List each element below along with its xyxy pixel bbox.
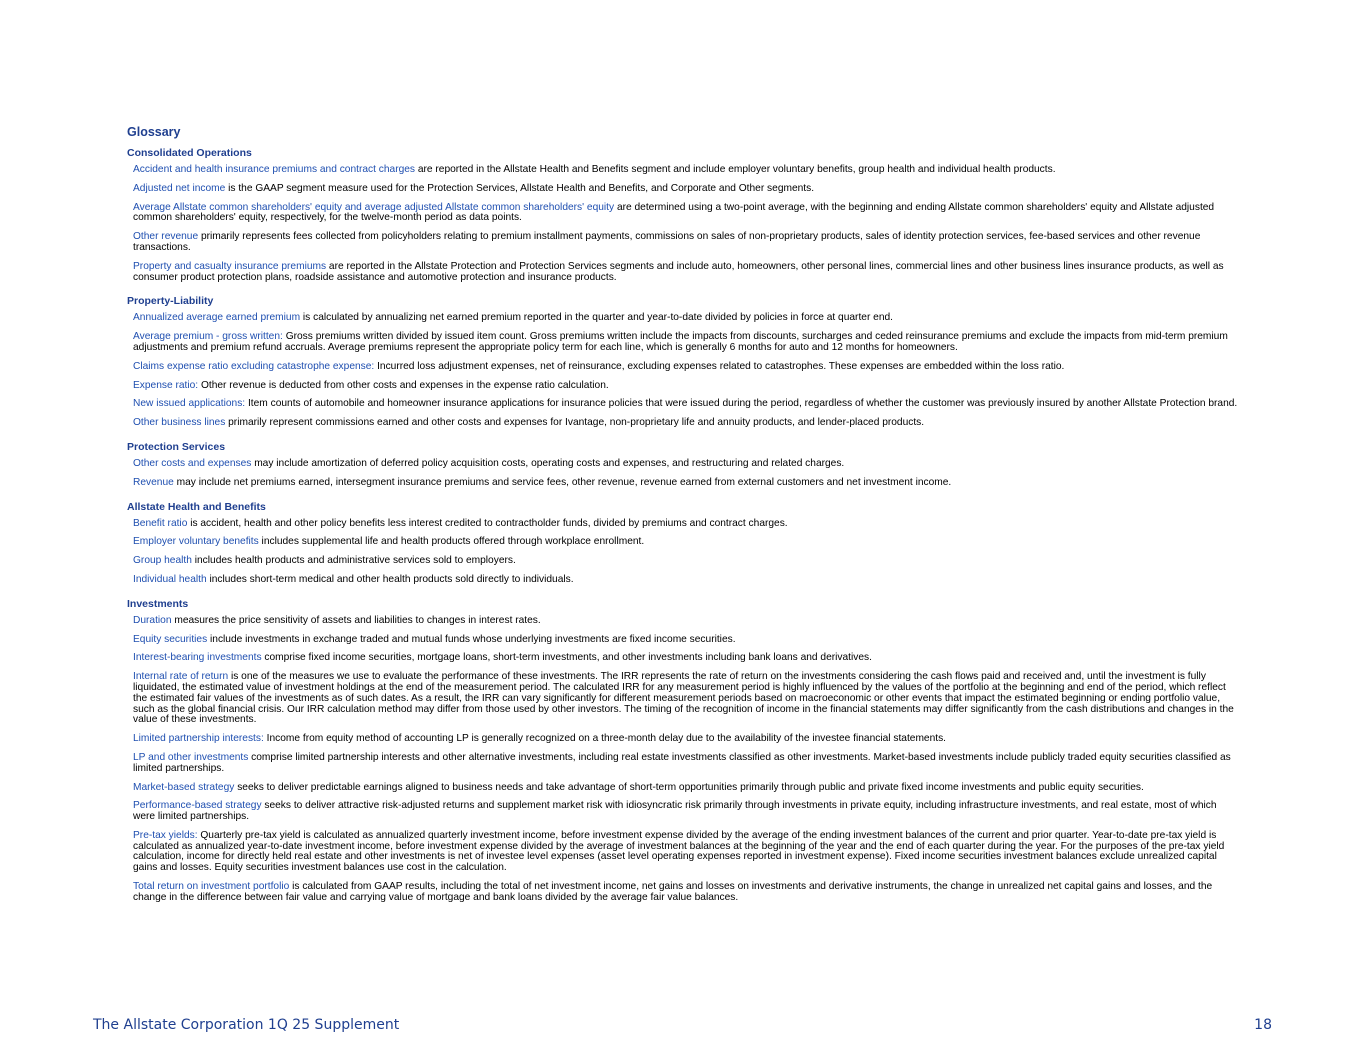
glossary-entry (133, 519, 1239, 530)
glossary-entry (133, 262, 1239, 284)
glossary-definition: measures the price sensitivity of assets and liabilities to changes in interest rates. (171, 614, 541, 626)
glossary-entry-list (127, 459, 1239, 489)
glossary-definition: are determined using a two-point average, with the beginning and ending Allstate common shareholders' equity and Allstate adjusted common shareholders' equity, respectively, for the twelve-month period as data points. (133, 201, 1215, 224)
glossary-definition: includes health products and administrative services sold to employers. (191, 555, 516, 567)
glossary-section (127, 598, 1239, 904)
glossary-definition: is the GAAP segment measure used for the Protection Services, Allstate Health and Benefits, and Corporate and Other segments. (225, 182, 815, 194)
glossary-entry (133, 478, 1239, 489)
glossary-entry-list (127, 616, 1239, 904)
glossary-definition: Incurred loss adjustment expenses, net of reinsurance, excluding expenses related to catastrophes. These expenses are embedded within the loss ratio. (374, 360, 1065, 372)
glossary-definition: Item counts of automobile and homeowner insurance applications for insurance policies that were issued during the period, regardless of whether the customer was previously insured by another Allstate Protection brand. (245, 398, 1238, 410)
page-title: Glossary (127, 125, 181, 139)
glossary-term: Average Allstate common shareholders' equity and average adjusted Allstate common shareholders' equity (133, 201, 615, 213)
glossary-entry (133, 635, 1239, 646)
glossary-section (127, 441, 1239, 489)
glossary-entry (133, 556, 1239, 567)
glossary-term: Internal rate of return (133, 671, 229, 683)
glossary-term: Pre-tax yields: (133, 829, 198, 841)
glossary-term: Performance-based strategy (133, 800, 262, 812)
glossary-entry (133, 232, 1239, 254)
glossary-term: Other costs and expenses (133, 457, 252, 469)
glossary-entry (133, 362, 1239, 373)
glossary-entry (133, 537, 1239, 548)
glossary-term: Limited partnership interests: (133, 733, 264, 745)
glossary-section (127, 147, 1239, 283)
glossary-entry (133, 165, 1239, 176)
glossary-entry (133, 381, 1239, 392)
glossary-entry (133, 616, 1239, 627)
glossary-entry-list (127, 519, 1239, 586)
glossary-entry (133, 672, 1239, 726)
glossary-entry (133, 332, 1239, 354)
glossary-entry (133, 313, 1239, 324)
glossary-definition: seeks to deliver attractive risk-adjusted returns and supplement market risk with idiosyncratic risk primarily through investments in private equity, including infrastructure investments, and real estate, most of which were limited partnerships. (133, 800, 1217, 823)
glossary-definition: may include amortization of deferred policy acquisition costs, operating costs and expenses, and restructuring and related charges. (251, 457, 845, 469)
glossary-term: Equity securities (133, 633, 208, 645)
section-heading: Investments (127, 597, 189, 610)
glossary-term: Market-based strategy (133, 781, 235, 793)
glossary-entry (133, 653, 1239, 664)
glossary-definition: are reported in the Allstate Protection and Protection Services segments and include auto, homeowners, other personal lines, commercial lines and other business lines insurance products, as well as consumer product protection plans, roadside assistance and automotive protection and insurance products. (133, 260, 1224, 283)
glossary-section (127, 501, 1239, 586)
glossary-term: Other business lines (133, 417, 226, 429)
glossary-definition: primarily represent commissions earned and other costs and expenses for Ivantage, non-proprietary life and annuity products, and lender-placed products. (225, 417, 925, 429)
glossary-term: Expense ratio: (133, 379, 199, 391)
glossary-term: LP and other investments (133, 751, 249, 763)
glossary-term: Accident and health insurance premiums and contract charges (133, 164, 416, 175)
glossary-definition: is calculated by annualizing net earned premium reported in the quarter and year-to-date divided by policies in force at quarter end. (300, 312, 893, 324)
glossary-entry (133, 459, 1239, 470)
glossary-definition: includes short-term medical and other health products sold directly to individuals. (206, 573, 574, 585)
glossary-definition: Gross premiums written divided by issued item count. Gross premiums written include the impacts from discounts, surcharges and ceded reinsurance premiums and exclude the impacts from mid-term premium adjustments and premium refund accruals. Average premiums represent the appropriate policy term for each line, which is generally 6 months for auto and 12 months for homeowners. (133, 331, 1228, 353)
glossary-term: New issued applications: (133, 398, 246, 410)
glossary-entry-list (127, 313, 1239, 429)
glossary-entry-list (127, 165, 1239, 283)
glossary-entry (133, 399, 1239, 410)
glossary-term: Revenue (133, 476, 174, 488)
section-heading: Allstate Health and Benefits (127, 500, 266, 513)
glossary-term: Interest-bearing investments (133, 652, 262, 664)
glossary-term: Average premium - gross written: (133, 331, 283, 343)
glossary-section (127, 295, 1239, 429)
glossary-definition: seeks to deliver predictable earnings aligned to business needs and take advantage of short-term opportunities primarily through public and private fixed income investments and public equity securities. (234, 781, 1144, 793)
glossary-term: Claims expense ratio excluding catastrophe expense: (133, 360, 375, 372)
glossary-definition: comprise fixed income securities, mortgage loans, short-term investments, and other investments including bank loans and derivatives. (261, 652, 872, 664)
glossary-definition: comprise limited partnership interests and other alternative investments, including real estate investments classified as other investments. Market-based investments include publicly traded equity securities classified as limited partnerships. (133, 751, 1231, 774)
section-heading: Property-Liability (127, 295, 214, 308)
glossary-definition: is calculated from GAAP results, including the total of net investment income, net gains and losses on investments and derivative instruments, the change in unrealized net capital gains and losses, and the change in the difference between fair value and carrying value of mortgage and bank loans divided by the average fair value balances. (133, 881, 1213, 903)
glossary-term: Individual health (133, 573, 207, 585)
glossary-content (127, 125, 1239, 912)
glossary-entry (133, 882, 1239, 904)
glossary-term: Other revenue (133, 231, 199, 243)
glossary-entry (133, 831, 1239, 874)
glossary-entry (133, 783, 1239, 794)
glossary-term: Duration (133, 614, 172, 626)
glossary-term: Annualized average earned premium (133, 312, 301, 324)
glossary-definition: is accident, health and other policy benefits less interest credited to contractholder funds, divided by premiums and contract charges. (187, 517, 788, 529)
footer-document-title: The Allstate Corporation 1Q 25 Supplement (93, 1017, 400, 1033)
glossary-definition: are reported in the Allstate Health and Benefits segment and include employer voluntary benefits, group health and individual health products. (415, 164, 1056, 175)
glossary-term: Benefit ratio (133, 517, 188, 529)
glossary-definition: may include net premiums earned, intersegment insurance premiums and service fees, other revenue, revenue earned from external customers and net investment income. (173, 476, 952, 488)
glossary-definition: primarily represents fees collected from policyholders relating to premium installment payments, commissions on sales of non-proprietary products, sales of identity protection services, fee-based services and other revenue transactions. (133, 231, 1201, 253)
glossary-definition: is one of the measures we use to evaluate the performance of these investments. The IRR represents the rate of return on the investments considering the cash flows paid and received and, until the investment is fully liquidated, the estimated value of investment holdings at the end of the measurement period. The calculated IRR for any measurement period is highly influenced by the values of the portfolio at the beginning and end of the period, which reflect the estimated fair values of the investments as of such dates. As a result, the IRR can vary significantly for different measurement periods based on macroeconomic or other events that impact the estimated beginning or ending portfolio value, such as the global financial crisis. Our IRR calculation method may differ from those used by other investors. The timing of the recognition of income in the financial statements may differ significantly from the cash distributions and changes in the value of these investments. (133, 671, 1234, 726)
glossary-definition: includes supplemental life and health products offered through workplace enrollment. (258, 536, 645, 548)
footer-page-number: 18 (1254, 1017, 1272, 1033)
glossary-sections (127, 147, 1239, 904)
glossary-entry (133, 801, 1239, 823)
glossary-entry (133, 734, 1239, 745)
glossary-entry (133, 203, 1239, 225)
glossary-term: Total return on investment portfolio (133, 881, 290, 893)
glossary-term: Adjusted net income (133, 182, 226, 194)
glossary-entry (133, 753, 1239, 775)
section-heading: Consolidated Operations (127, 147, 252, 159)
glossary-definition: Income from equity method of accounting LP is generally recognized on a three-month delay due to the availability of the investee financial statements. (263, 733, 947, 745)
glossary-term: Property and casualty insurance premiums (133, 260, 327, 272)
glossary-definition: Other revenue is deducted from other costs and expenses in the expense ratio calculation. (198, 379, 609, 391)
glossary-entry (133, 184, 1239, 195)
glossary-definition: Quarterly pre-tax yield is calculated as annualized quarterly investment income, before investment expense divided by the average of the ending investment balances of the current and prior quarter. Year-to-date pre-tax yield is calculated as annualized year-to-date investment income, before investment expense divided by the average of investment balances at the beginning of the year and the end of each quarter during the year. For the purposes of the pre-tax yield calculation, income for directly held real estate and other investments is net of investee level expenses (asset level operating expenses reported in investment expense). Fixed income securities investment balances exclude unrealized capital gains and losses. Equity securities investment balances use cost in the calculation. (133, 829, 1225, 874)
section-heading: Protection Services (127, 440, 226, 453)
glossary-definition: include investments in exchange traded and mutual funds whose underlying investments are fixed income securities. (207, 633, 736, 645)
glossary-term: Group health (133, 555, 192, 567)
glossary-term: Employer voluntary benefits (133, 536, 259, 548)
glossary-entry (133, 575, 1239, 586)
glossary-entry (133, 418, 1239, 429)
